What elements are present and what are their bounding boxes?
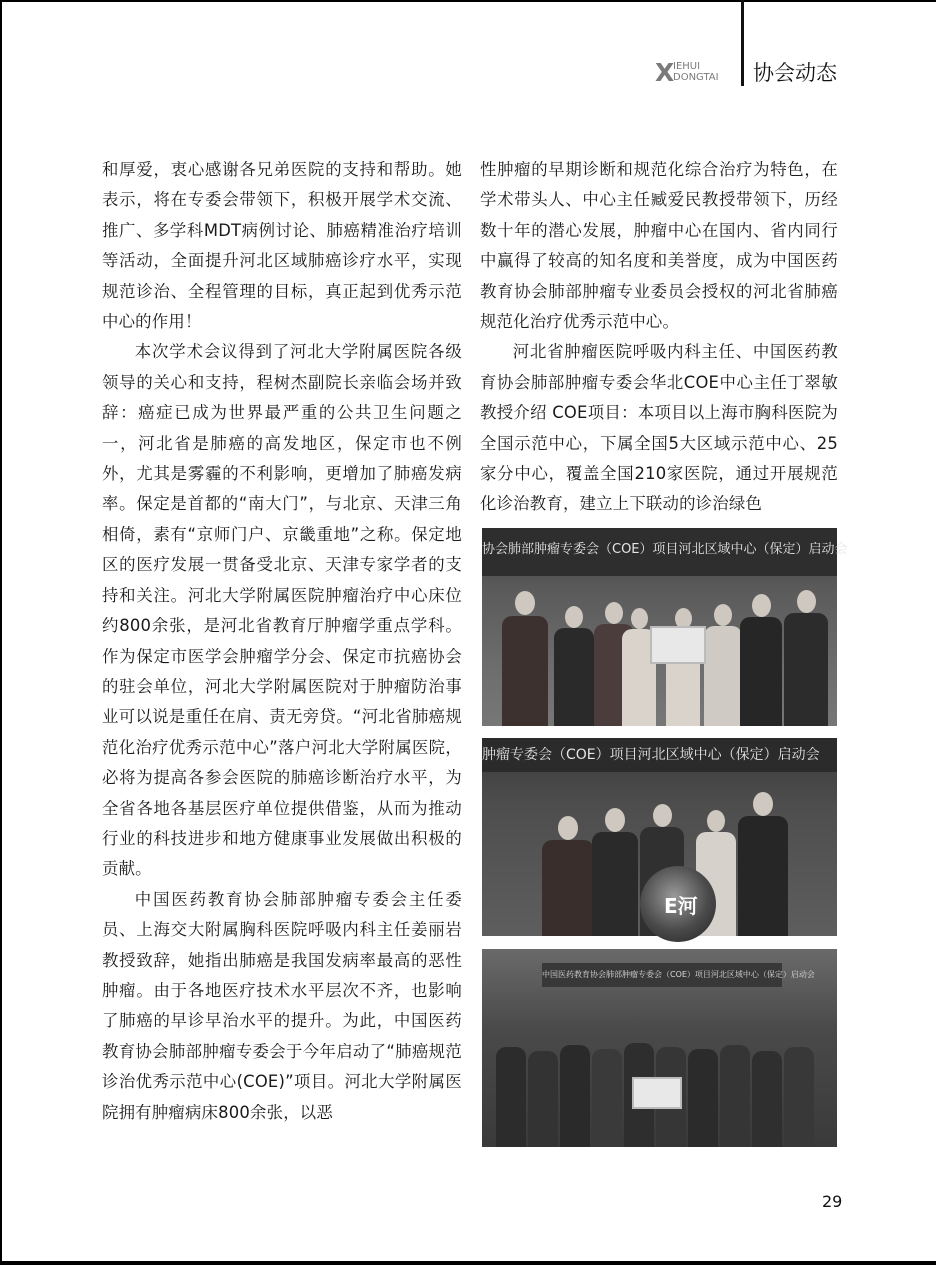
person-figure xyxy=(554,606,594,726)
person-figure xyxy=(752,1051,782,1147)
person-figure xyxy=(560,1045,590,1147)
photo-banner: 肿瘤专委会（COE）项目河北区域中心（保定）启动会 xyxy=(482,738,837,772)
left-text-column xyxy=(102,155,462,1128)
section-title: 协会动态 xyxy=(753,61,837,85)
person-figure xyxy=(502,591,548,726)
person-figure xyxy=(784,1047,814,1147)
header-divider xyxy=(741,0,744,86)
photo-banner: 中国医药教育协会肺部肿瘤专委会（COE）项目河北区域中心（保定）启动会 xyxy=(542,963,782,987)
person-figure xyxy=(704,604,742,726)
person-figure xyxy=(592,808,638,936)
event-photo-group xyxy=(482,949,837,1147)
logo-line1: IEHUI xyxy=(673,61,701,72)
award-plaque xyxy=(650,626,706,664)
paragraph: 河北省肿瘤医院呼吸内科主任、中国医药教育协会肺部肿瘤专委会华北COE中心主任丁翠敏教授介绍 COE项目：本项目以上海市胸科医院为全国示范中心，下属全国5大区域示范中心、25家分中心，覆盖全国210家医院，通过开展规范化诊治教育，建立上下联动的诊治绿色 xyxy=(480,342,838,514)
photo-banner: 协会肺部肿瘤专委会（COE）项目河北区域中心（保定）启动会 xyxy=(482,528,837,576)
person-figure xyxy=(740,594,782,726)
person-figure xyxy=(592,1049,622,1147)
event-photo-globe xyxy=(482,738,837,936)
person-figure xyxy=(542,816,594,936)
logo-line2: DONGTAI xyxy=(673,72,719,83)
person-figure xyxy=(528,1051,558,1147)
paragraph: 性肿瘤的早期诊断和规范化综合治疗为特色，在学术带头人、中心主任臧爱民教授带领下，历经数十年的潜心发展，肿瘤中心在国内、省内同行中赢得了较高的知名度和美誉度，成为中国医药教育协会肺部肿瘤专业委员会授权的河北省肺癌规范化治疗优秀示范中心。 xyxy=(480,160,838,332)
person-figure xyxy=(784,590,828,726)
event-photo-plaque xyxy=(482,528,848,726)
globe-label: E河 xyxy=(664,894,698,918)
page-frame-bottom xyxy=(0,1261,936,1265)
logo-letter: X xyxy=(655,58,675,87)
award-plaque xyxy=(632,1077,682,1109)
page-frame-left xyxy=(0,0,2,1265)
page-frame-top xyxy=(0,0,936,2)
person-figure xyxy=(738,792,788,936)
person-figure xyxy=(688,1049,718,1147)
person-figure xyxy=(496,1047,526,1147)
paragraph: 中国医药教育协会肺部肿瘤专委会主任委员、上海交大附属胸科医院呼吸内科主任姜丽岩教授致辞，她指出肺癌是我国发病率最高的恶性肿瘤。由于各地医疗技术水平层次不齐，也影响了肺癌的早诊早治水平的提升。为此，中国医药教育协会肺部肿瘤专委会于今年启动了“肺癌规范诊治优秀示范中心(COE)”项目。河北大学附属医院拥有肿瘤病床800余张，以恶 xyxy=(102,889,462,1122)
paragraph: 和厚爱，衷心感谢各兄弟医院的支持和帮助。她表示，将在专委会带领下，积极开展学术交流、推广、多学科MDT病例讨论、肺癌精准治疗培训等活动，全面提升河北区域肺癌诊疗水平，实现规范诊治、全程管理的目标，真正起到优秀示范中心的作用！ xyxy=(102,160,462,332)
person-figure xyxy=(720,1045,750,1147)
right-text-column xyxy=(480,155,838,520)
page-number: 29 xyxy=(822,1192,843,1211)
paragraph: 本次学术会议得到了河北大学附属医院各级领导的关心和支持，程树杰副院长亲临会场并致辞：癌症已成为世界最严重的公共卫生问题之一，河北省是肺癌的高发地区，保定市也不例外，尤其是雾霾的不利影响，更增加了肺癌发病率。保定是首都的“南大门”，与北京、天津三角相倚，素有“京师门户、京畿重地”之称。保定地区的医疗发展一贯备受北京、天津专家学者的支持和关注。河北大学附属医院肿瘤治疗中心床位约800余张，是河北省教育厅肿瘤学重点学科。作为保定市医学会肿瘤学分会、保定市抗癌协会的驻会单位，河北大学附属医院对于肿瘤防治事业可以说是重任在肩、责无旁贷。“河北省肺癌规范化治疗优秀示范中心”落户河北大学附属医院，必将为提高各参会医院的肺癌诊断治疗水平，为全省各地各基层医疗单位提供借鉴，从而为推动行业的科技进步和地方健康事业发展做出积极的贡献。 xyxy=(102,342,462,879)
